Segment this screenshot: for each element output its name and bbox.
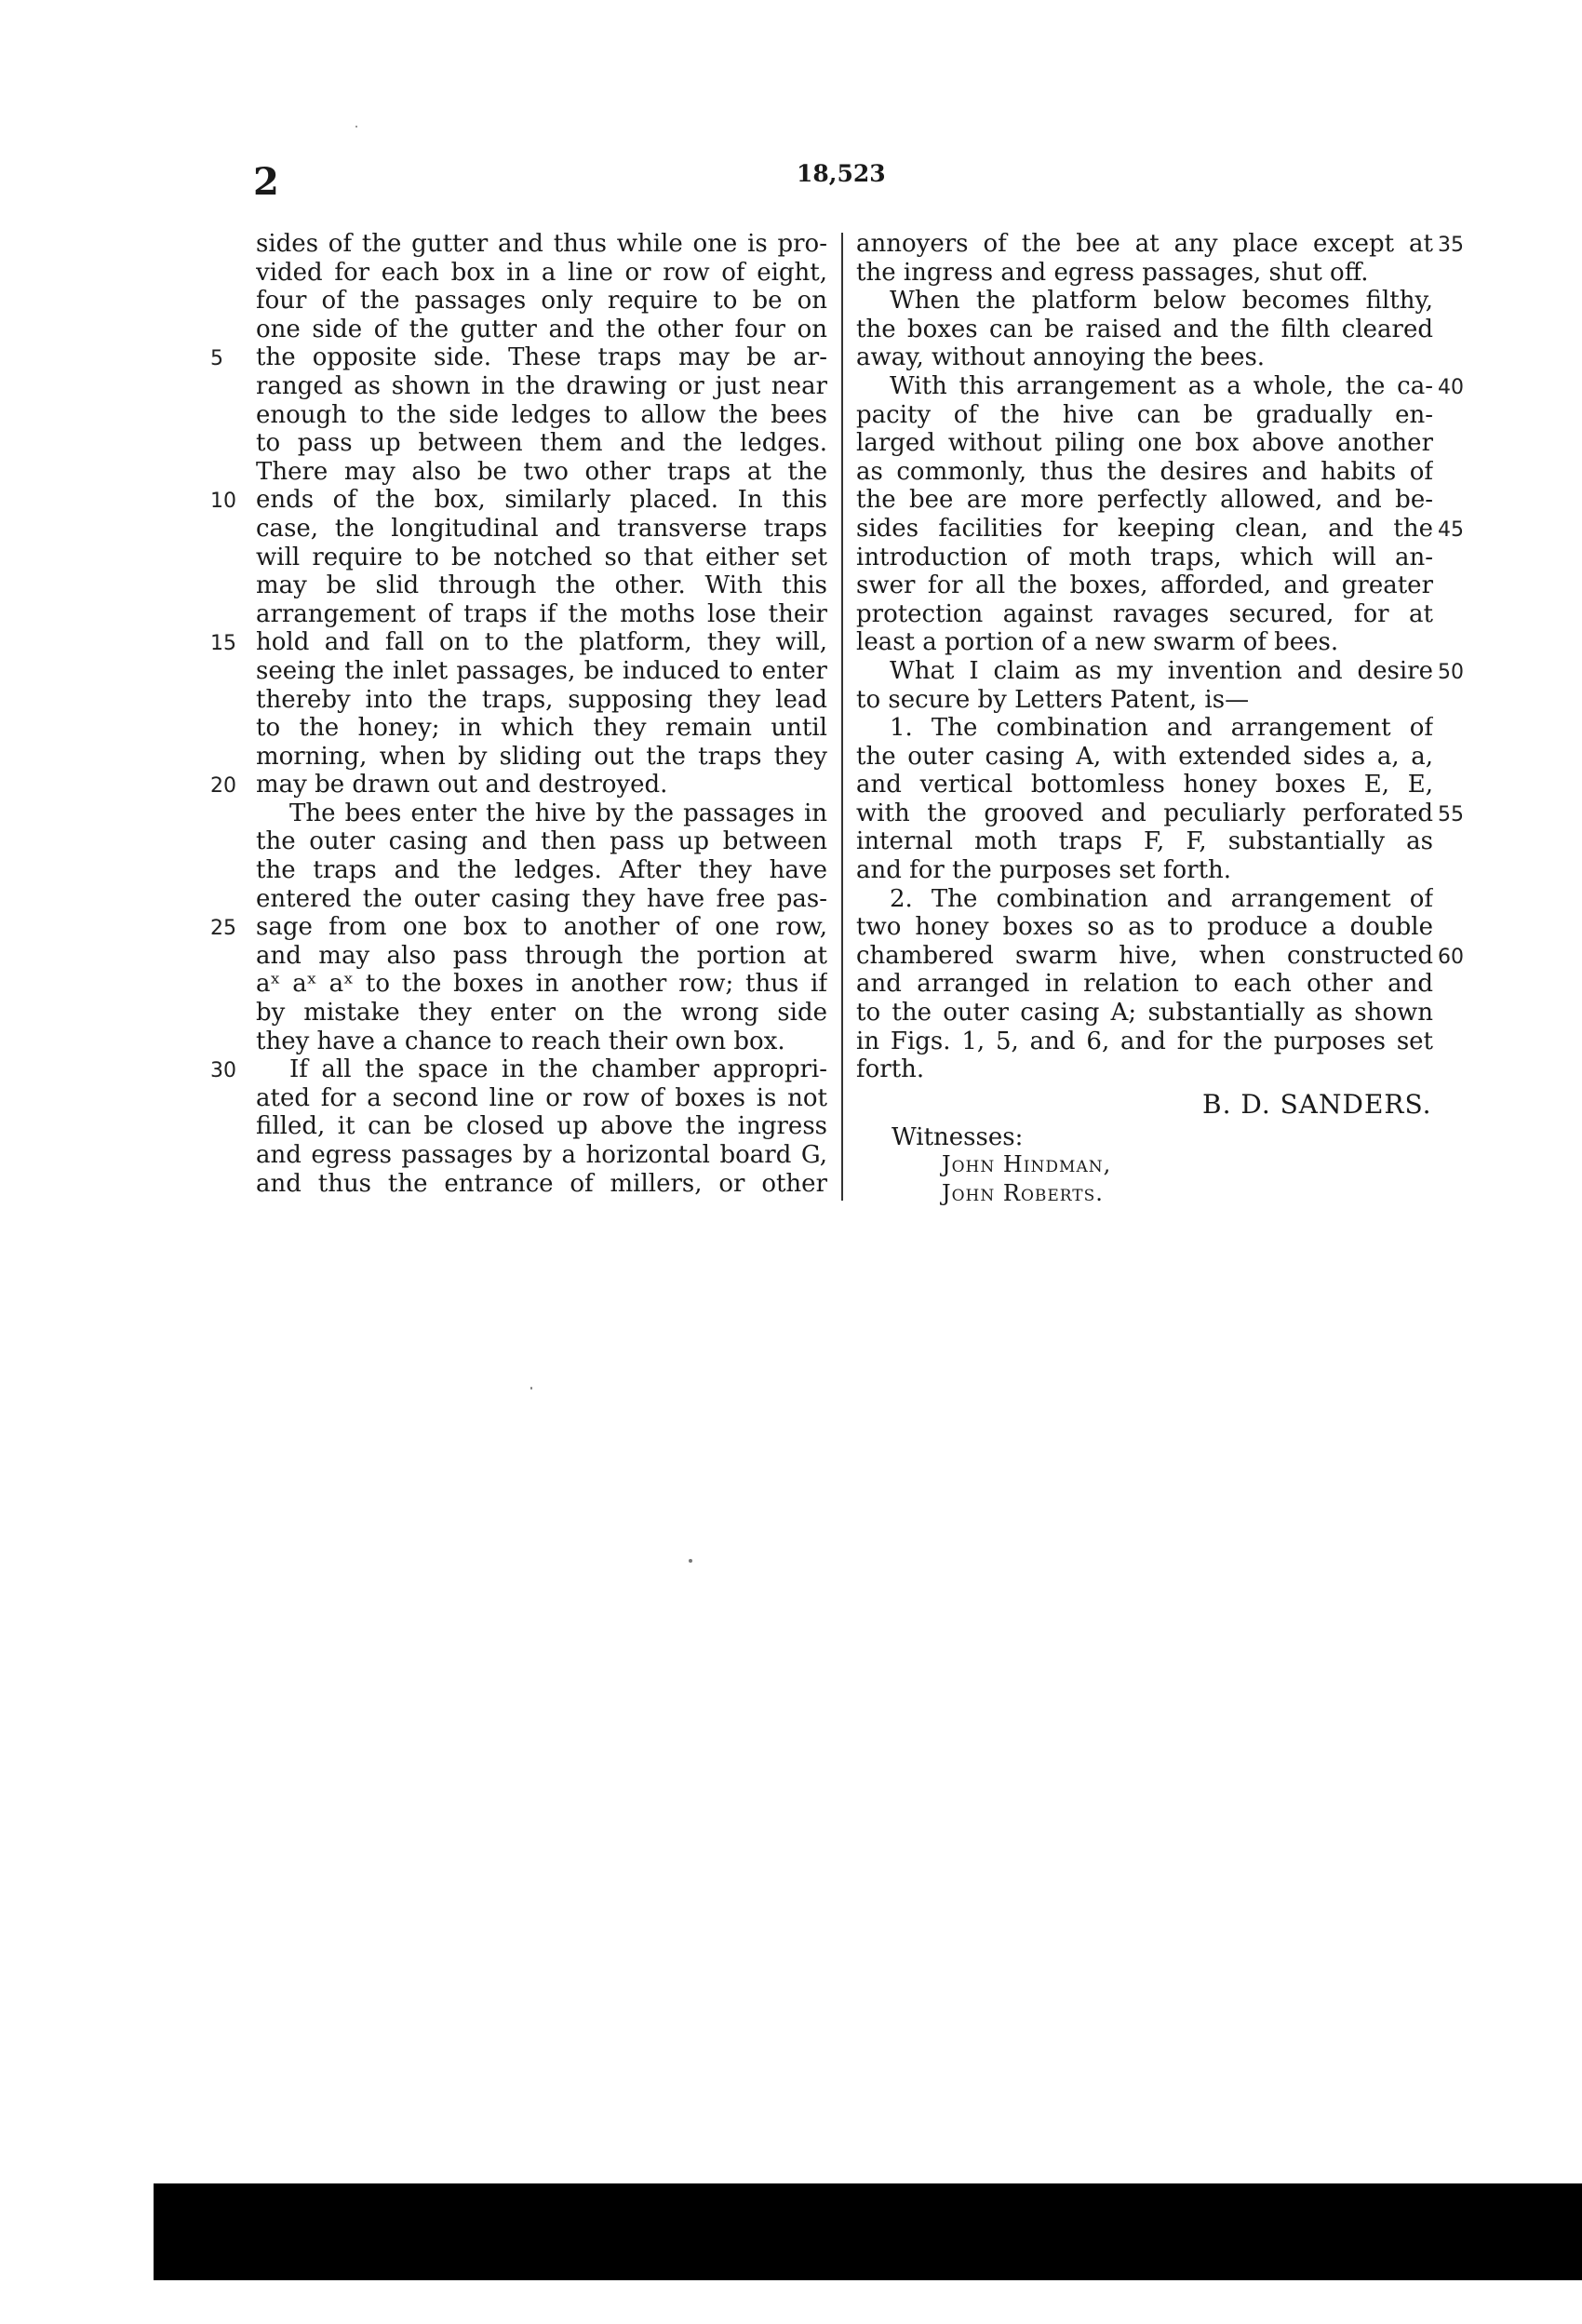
text-line: 2. The combination and arrangement of [890, 884, 1433, 913]
text-line: If all the space in the chamber appropri- [289, 1055, 827, 1084]
patent-number: 18,523 [797, 160, 886, 187]
text-line: ated for a second line or row of boxes is not [256, 1083, 827, 1112]
text-line: case, the longitudinal and transverse traps [256, 514, 827, 543]
text-line: two honey boxes so as to produce a double [856, 913, 1433, 942]
witness-name: John Roberts. [942, 1180, 1104, 1206]
text-line: enough to the side ledges to allow the bees [256, 400, 827, 429]
line-number: 50 [1438, 661, 1464, 684]
text-line: sides of the gutter and thus while one is pro- [256, 230, 827, 258]
text-line: The bees enter the hive by the passages in [289, 799, 827, 827]
text-line: they have a chance to reach their own box. [256, 1027, 785, 1055]
text-line: least a portion of a new swarm of bees. [856, 628, 1339, 657]
text-line: protection against ravages secured, for at [856, 599, 1433, 628]
scan-speck [355, 126, 357, 128]
text-line: the boxes can be raised and the filth cleared [856, 315, 1433, 343]
text-line: the opposite side. These traps may be ar- [256, 343, 827, 372]
line-number: 15 [210, 632, 236, 656]
right-text-column [856, 230, 1433, 1084]
text-line: in Figs. 1, 5, and 6, and for the purposes set [856, 1027, 1433, 1055]
text-line: the outer casing and then pass up between [256, 827, 827, 856]
text-line: chambered swarm hive, when constructed [856, 941, 1433, 970]
text-line: What I claim as my invention and desire [890, 656, 1433, 685]
text-line: 1. The combination and arrangement of [890, 714, 1433, 743]
page-number: 2 [253, 160, 280, 204]
text-line: introduction of moth traps, which will an- [856, 543, 1433, 571]
text-line: to pass up between them and the ledges. [256, 429, 827, 458]
witness-name: John Hindman, [942, 1151, 1112, 1177]
text-line: and for the purposes set forth. [856, 856, 1232, 885]
text-line: pacity of the hive can be gradually en- [856, 400, 1433, 429]
text-line: aˣ aˣ aˣ to the boxes in another row; thus if [256, 970, 827, 999]
text-line: one side of the gutter and the other four on [256, 315, 827, 343]
line-number: 10 [210, 490, 236, 514]
line-number: 45 [1438, 518, 1464, 542]
text-line: There may also be two other traps at the [256, 457, 827, 486]
text-line: by mistake they enter on the wrong side [256, 999, 827, 1028]
text-line: arrangement of traps if the moths lose their [256, 599, 827, 628]
line-number: 40 [1438, 376, 1464, 399]
line-number: 20 [210, 774, 236, 799]
text-line: the bee are more perfectly allowed, and be- [856, 486, 1433, 515]
text-line: the traps and the ledges. After they have [256, 856, 827, 885]
text-line: four of the passages only require to be on [256, 287, 827, 316]
text-line: away, without annoying the bees. [856, 343, 1266, 372]
text-line: and arranged in relation to each other and [856, 970, 1433, 999]
scan-speck [530, 1387, 532, 1390]
text-line: to the outer casing A; substantially as shown [856, 999, 1433, 1028]
text-line: and egress passages by a horizontal board G, [256, 1141, 827, 1169]
text-line: may be slid through the other. With this [256, 571, 827, 600]
text-line: to secure by Letters Patent, is— [856, 685, 1250, 714]
line-number: 55 [1438, 803, 1464, 826]
text-line: When the platform below becomes filthy, [890, 287, 1433, 316]
line-number: 60 [1438, 946, 1464, 969]
text-line: and thus the entrance of millers, or other [256, 1169, 827, 1198]
text-line: annoyers of the bee at any place except at [856, 230, 1433, 258]
text-line: seeing the inlet passages, be induced to enter [256, 656, 827, 685]
line-number: 25 [210, 917, 236, 941]
text-line: filled, it can be closed up above the ingress [256, 1112, 827, 1141]
text-line: the ingress and egress passages, shut off. [856, 258, 1369, 287]
text-line: forth. [856, 1055, 925, 1084]
text-line: to the honey; in which they remain until [256, 714, 827, 743]
text-line: morning, when by sliding out the traps they [256, 742, 827, 771]
bottom-scan-bar [154, 2183, 1582, 2280]
text-line: With this arrangement as a whole, the ca- [890, 371, 1433, 400]
text-line: ends of the box, similarly placed. In this [256, 486, 827, 515]
text-line: and vertical bottomless honey boxes E, E, [856, 771, 1433, 799]
text-line: as commonly, thus the desires and habits of [856, 457, 1433, 486]
column-divider [841, 233, 843, 1201]
text-line: sage from one box to another of one row, [256, 913, 827, 942]
text-line: ranged as shown in the drawing or just near [256, 371, 827, 400]
witnesses-label: Witnesses: [892, 1123, 1024, 1151]
text-line: hold and fall on to the platform, they will, [256, 628, 827, 657]
scan-speck [689, 1559, 692, 1563]
line-number: 5 [210, 347, 223, 371]
left-text-column [256, 230, 827, 1198]
text-line: with the grooved and peculiarly perforated [856, 799, 1433, 827]
text-line: swer for all the boxes, afforded, and greater [856, 571, 1433, 600]
text-line: internal moth traps F, F, substantially as [856, 827, 1433, 856]
text-line: larged without piling one box above another [856, 429, 1433, 458]
text-line: entered the outer casing they have free pas- [256, 884, 827, 913]
text-line: thereby into the traps, supposing they lead [256, 685, 827, 714]
line-number: 35 [1438, 234, 1464, 257]
line-number: 30 [210, 1059, 236, 1083]
text-line: the outer casing A, with extended sides a, a, [856, 742, 1433, 771]
text-line: sides facilities for keeping clean, and the [856, 514, 1433, 543]
text-line: will require to be notched so that either set [256, 543, 827, 571]
text-line: vided for each box in a line or row of eight, [256, 258, 827, 287]
text-line: and may also pass through the portion at [256, 941, 827, 970]
signature: B. D. SANDERS. [1202, 1089, 1432, 1120]
text-line: may be drawn out and destroyed. [256, 771, 668, 799]
